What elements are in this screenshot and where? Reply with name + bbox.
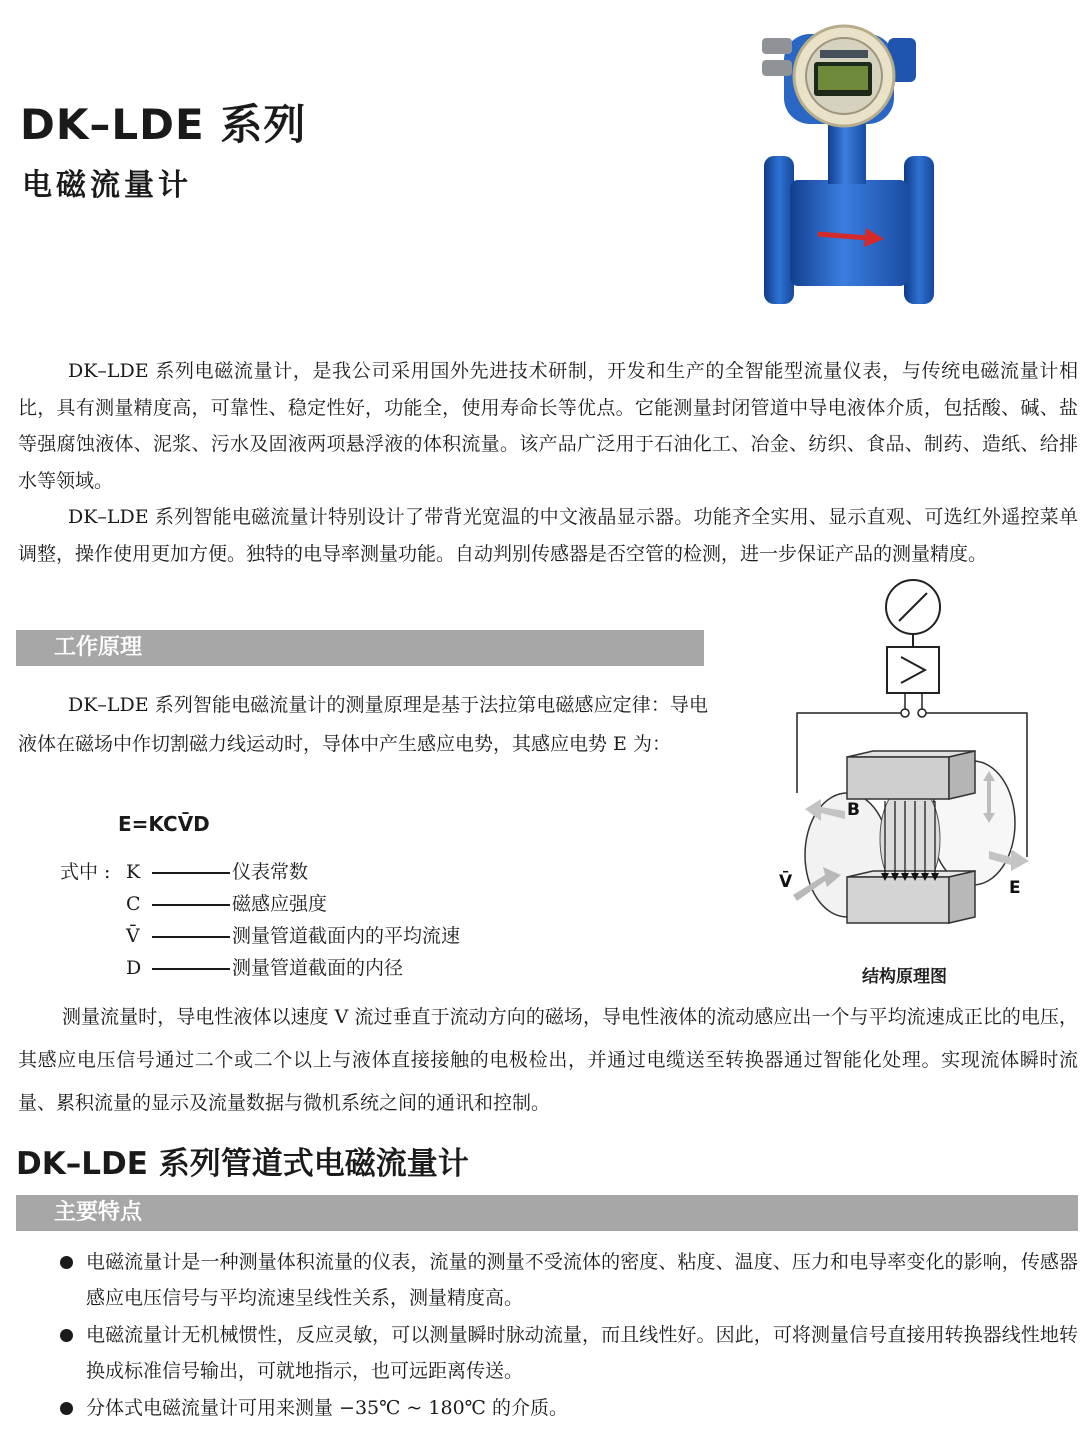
variable-symbol: C xyxy=(126,893,141,915)
variable-description: 磁感应强度 xyxy=(232,893,328,915)
diagram-caption: 结构原理图 xyxy=(862,967,947,987)
intro-text xyxy=(18,353,1078,572)
variable-description: 测量管道截面的内径 xyxy=(232,957,404,979)
dash-line xyxy=(152,968,230,970)
feature-text: 分体式电磁流量计可用来测量 −35℃ ~ 180℃ 的介质。 xyxy=(86,1397,568,1419)
dash-line xyxy=(152,936,230,938)
variable-row xyxy=(60,856,460,888)
intro-paragraph-1: DK–LDE 系列电磁流量计，是我公司采用国外先进技术研制，开发和生产的全智能型流量仪表，与传统电磁流量计相比，具有测量精度高，可靠性、稳定性好，功能全，使用寿命长等优点。它能测量封闭管道中导电液体介质，包括酸、碱、盐等强腐蚀液体、泥浆、污水及固液两项悬浮液的体积流量。该产品广泛用于石油化工、冶金、纺织、食品、制药、造纸、给排水等领域。 xyxy=(18,360,1078,492)
feature-text: 电磁流量计无机械惯性，反应灵敏，可以测量瞬时脉动流量，而且线性好。因此，可将测量信号直接用转换器线性地转换成标准信号输出，可就地指示，也可远距离传送。 xyxy=(86,1324,1078,1382)
variable-symbol: K xyxy=(126,861,141,883)
bullet-icon xyxy=(60,1329,73,1342)
label-b: B xyxy=(847,800,860,820)
formula: E=KCV̄D xyxy=(118,812,210,836)
intro-paragraph-2: DK–LDE 系列智能电磁流量计特别设计了带背光宽温的中文液晶显示器。功能齐全实用、显示直观、可选红外遥控菜单调整，操作使用更加方便。独特的电导率测量功能。自动判别传感器是否空管的检测，进一步保证产品的测量精度。 xyxy=(18,506,1078,565)
variable-list xyxy=(60,856,460,984)
label-v: V̄ xyxy=(779,872,793,892)
measure-text xyxy=(18,996,1078,1125)
page-subtitle: 电磁流量计 xyxy=(22,168,192,203)
measure-paragraph: 测量流量时，导电性液体以速度 V 流过垂直于流动方向的磁场，导电性液体的流动感应出一个与平均流速成正比的电压，其感应电压信号通过二个或二个以上与液体直接接触的电极检出，并通过电缆送至转换器通过智能化处理。实现流体瞬时流量、累积流量的显示及流量数据与微机系统之间的通讯和控制。 xyxy=(18,1006,1078,1114)
variable-description: 仪表常数 xyxy=(232,861,309,883)
variable-row xyxy=(60,920,460,952)
section-heading-principle: 工作原理 xyxy=(16,630,704,666)
dash-line xyxy=(152,904,230,906)
page-title: DK–LDE 系列 xyxy=(20,100,307,149)
principle-text xyxy=(18,686,708,763)
variable-row xyxy=(60,888,460,920)
feature-item xyxy=(60,1390,1078,1426)
bullet-icon xyxy=(60,1256,73,1269)
variable-symbol: D xyxy=(126,957,142,979)
variables-prefix: 式中 : xyxy=(60,861,111,883)
dash-line xyxy=(152,872,230,874)
feature-item xyxy=(60,1244,1078,1316)
feature-list xyxy=(60,1244,1078,1427)
variable-symbol: V̄ xyxy=(126,925,140,947)
variable-description: 测量管道截面内的平均流速 xyxy=(232,925,461,947)
section-heading-features: 主要特点 xyxy=(16,1195,1078,1231)
section-title: DK–LDE 系列管道式电磁流量计 xyxy=(16,1146,469,1182)
feature-item xyxy=(60,1317,1078,1389)
principle-paragraph: DK–LDE 系列智能电磁流量计的测量原理是基于法拉第电磁感应定律：导电液体在磁场中作切割磁力线运动时，导体中产生感应电势，其感应电势 E 为： xyxy=(18,694,708,755)
bullet-icon xyxy=(60,1402,73,1415)
label-e: E xyxy=(1009,878,1021,898)
variable-row xyxy=(60,952,460,984)
structure-diagram xyxy=(775,575,1065,960)
feature-text: 电磁流量计是一种测量体积流量的仪表，流量的测量不受流体的密度、粘度、温度、压力和电导率变化的影响，传感器感应电压信号与平均流速呈线性关系，测量精度高。 xyxy=(86,1251,1078,1309)
electromagnetic-flowmeter-photo xyxy=(750,8,940,308)
